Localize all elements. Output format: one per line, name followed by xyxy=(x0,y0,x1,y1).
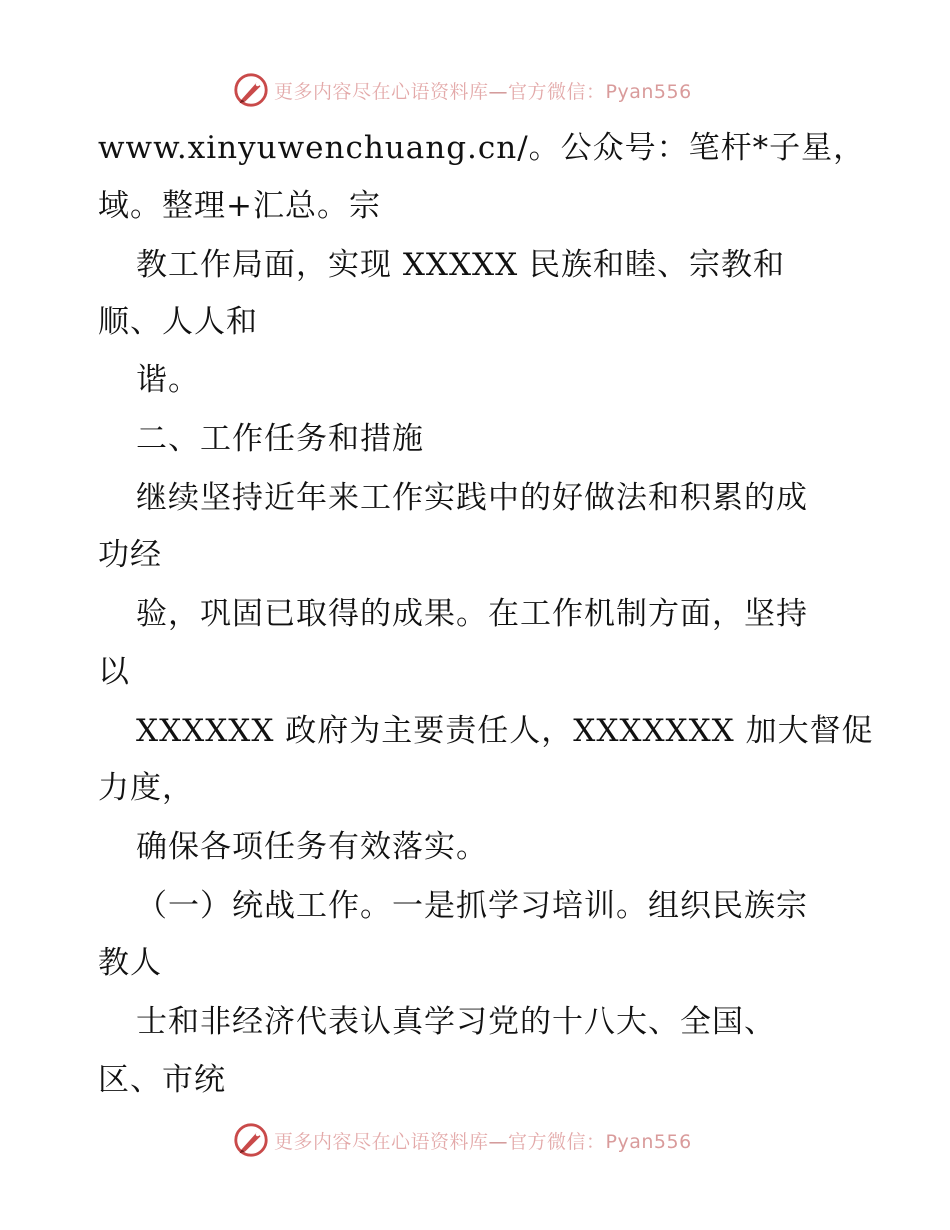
body-line: www.xinyuwenchuang.cn/。公众号：笔杆*子星， xyxy=(98,130,866,166)
body-line: 教人 xyxy=(98,945,162,981)
footer-watermark xyxy=(232,1120,752,1160)
watermark-wechat-label: 官方微信： xyxy=(508,1130,606,1153)
body-line: XXXXXX 政府为主要责任人，XXXXXXX 加大督促 xyxy=(136,713,874,749)
body-line: 继续坚持近年来工作实践中的好做法和积累的成 xyxy=(136,480,808,516)
body-line: 域。整理+汇总。宗 xyxy=(98,188,381,224)
watermark-wechat-label: 官方微信： xyxy=(508,80,606,103)
watermark-main: 更多内容尽在心语资料库 xyxy=(274,1130,489,1153)
body-line: 验，巩固已取得的成果。在工作机制方面，坚持 xyxy=(136,596,808,632)
body-line: 功经 xyxy=(98,537,162,573)
section-heading: 二、工作任务和措施 xyxy=(136,421,424,457)
watermark-separator: — xyxy=(488,1130,509,1153)
body-line: 区、市统 xyxy=(98,1062,226,1098)
watermark-wechat-id: Pyan556 xyxy=(605,1130,692,1153)
body-line: 确保各项任务有效落实。 xyxy=(136,829,488,865)
watermark-wechat-id: Pyan556 xyxy=(605,80,692,103)
body-line: 士和非经济代表认真学习党的十八大、全国、 xyxy=(136,1004,776,1040)
body-line: （一）统战工作。一是抓学习培训。组织民族宗 xyxy=(136,888,808,924)
body-line: 力度， xyxy=(98,770,194,806)
watermark-separator: — xyxy=(488,80,509,103)
body-line: 谐。 xyxy=(136,362,200,398)
body-line: 教工作局面，实现 XXXXX 民族和睦、宗教和 xyxy=(136,247,786,283)
body-line: 以 xyxy=(98,654,130,690)
body-line: 顺、人人和 xyxy=(98,304,258,340)
watermark-main: 更多内容尽在心语资料库 xyxy=(274,80,489,103)
pen-logo-icon xyxy=(232,1121,270,1159)
watermark-text xyxy=(274,1127,692,1154)
